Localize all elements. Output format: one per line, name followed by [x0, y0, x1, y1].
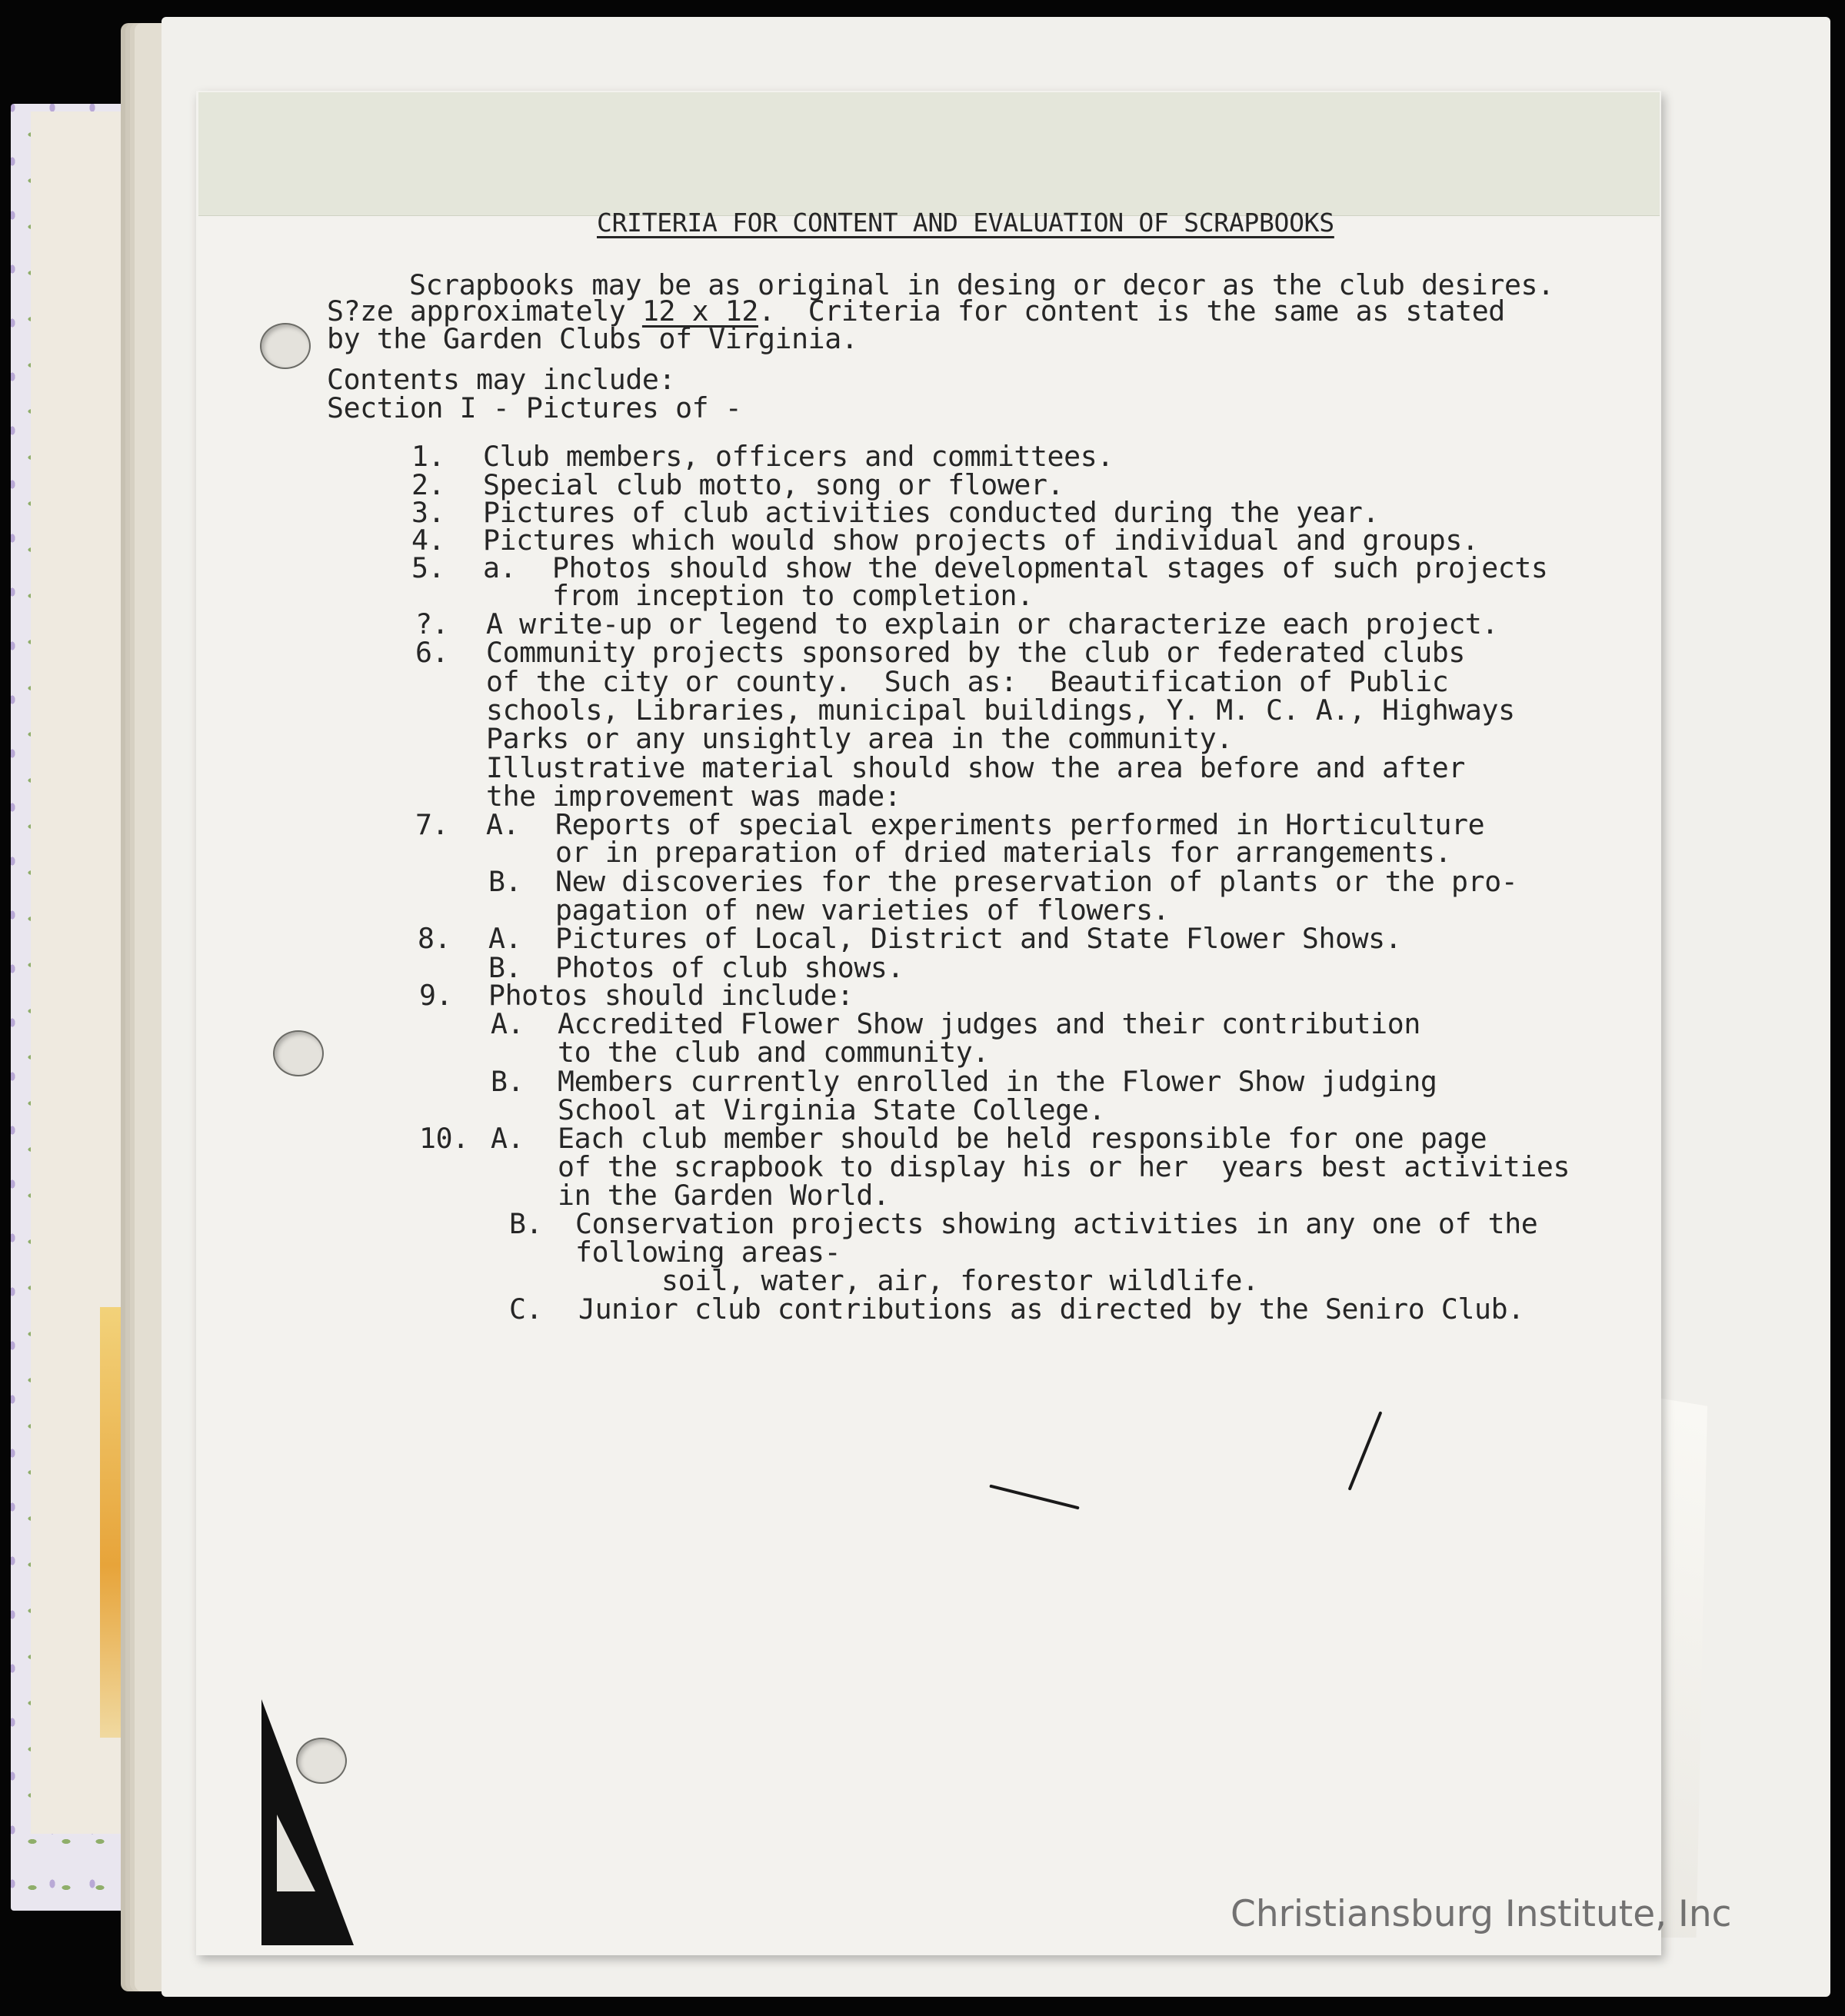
item-number: 4.	[411, 524, 445, 557]
item-number: 3.	[411, 496, 445, 529]
item-text: Pictures of club activities conducted during the year.	[483, 496, 1380, 529]
item-number: 8.	[418, 922, 451, 955]
item-number: 2.	[411, 468, 445, 501]
item-text: soil, water, air, forestor wildlife.	[661, 1264, 1259, 1297]
item-number: 9.	[419, 979, 453, 1012]
item-text: from inception to completion.	[552, 579, 1034, 612]
item-text: of the city or county. Such as: Beautification of Public	[486, 665, 1449, 698]
item-sub-letter: A.	[491, 1122, 525, 1155]
item-text: Reports of special experiments performed in Horticulture	[555, 808, 1485, 841]
item-text: pagation of new varieties of flowers.	[555, 893, 1170, 926]
section-heading: Section I - Pictures of -	[327, 391, 742, 424]
item-text: Parks or any unsightly area in the community.	[486, 722, 1233, 755]
item-number: ?.	[415, 607, 449, 640]
item-text: following areas-	[575, 1236, 841, 1269]
item-sub-letter: A.	[488, 922, 522, 955]
item-text: Pictures which would show projects of individual and groups.	[483, 524, 1479, 557]
item-sub-letter: a.	[483, 551, 517, 584]
item-text: to the club and community.	[558, 1036, 989, 1069]
intro-line: Scrapbooks may be as original in desing or decor as the club desires.	[409, 268, 1554, 301]
item-text: Special club motto, song or flower.	[483, 468, 1064, 501]
intro-line: Contents may include:	[327, 363, 676, 396]
item-number: 7.	[415, 808, 449, 841]
item-text: School at Virginia State College.	[558, 1093, 1105, 1126]
item-text: Community projects sponsored by the club or federated clubs	[486, 636, 1465, 669]
tape-strip	[198, 92, 1660, 216]
item-number: 5.	[411, 551, 445, 584]
item-text: Pictures of Local, District and State Flower Shows.	[555, 922, 1402, 955]
document-title: CRITERIA FOR CONTENT AND EVALUATION OF SCRAPBOOKS	[597, 208, 1334, 238]
item-text: the improvement was made:	[486, 780, 901, 813]
item-text: Members currently enrolled in the Flower Show judging	[558, 1065, 1437, 1098]
item-sub-letter: B.	[488, 951, 522, 984]
item-text: A write-up or legend to explain or characterize each project.	[486, 607, 1499, 640]
item-sub-letter: A.	[486, 808, 520, 841]
punch-hole-bottom	[296, 1738, 347, 1784]
item-text: in the Garden World.	[558, 1179, 890, 1212]
item-text: Accredited Flower Show judges and their contribution	[558, 1007, 1420, 1040]
item-number: 1.	[411, 440, 445, 473]
item-number: 6.	[415, 636, 449, 669]
intro-size-value: 12 x 12	[641, 294, 758, 328]
item-text: Club members, officers and committees.	[483, 440, 1114, 473]
item-sub-letter: A.	[491, 1007, 525, 1040]
intro-size-label: S?ze approximately	[327, 294, 642, 328]
punch-hole-middle	[273, 1030, 324, 1076]
item-sub-letter: B.	[488, 865, 522, 898]
item-text: Conservation projects showing activities in any one of the	[575, 1207, 1538, 1240]
intro-criteria: . Criteria for content is the same as stated	[758, 294, 1505, 328]
item-sub-letter: B.	[491, 1065, 525, 1098]
punch-hole-top	[260, 323, 311, 369]
intro-line	[327, 294, 1505, 328]
item-text: or in preparation of dried materials for arrangements.	[555, 836, 1452, 869]
item-text: Illustrative material should show the area before and after	[486, 751, 1465, 784]
item-text: Photos of club shows.	[555, 951, 904, 984]
item-text: Junior club contributions as directed by the Seniro Club.	[578, 1292, 1524, 1326]
item-text: Photos should show the developmental stages of such projects	[552, 551, 1548, 584]
item-number: 10.	[419, 1122, 469, 1155]
item-text: of the scrapbook to display his or her years best activities	[558, 1150, 1570, 1183]
item-text: schools, Libraries, municipal buildings, Y. M. C. A., Highways	[486, 694, 1515, 727]
item-text: New discoveries for the preservation of plants or the pro-	[555, 865, 1518, 898]
item-sub-letter: B.	[509, 1207, 543, 1240]
item-text: Each club member should be held responsible for one page	[558, 1122, 1487, 1155]
item-text: Photos should include:	[488, 979, 854, 1012]
intro-line: by the Garden Clubs of Virginia.	[327, 322, 858, 355]
item-sub-letter: C.	[509, 1292, 543, 1326]
watermark: Christiansburg Institute, Inc	[1231, 1893, 1732, 1935]
